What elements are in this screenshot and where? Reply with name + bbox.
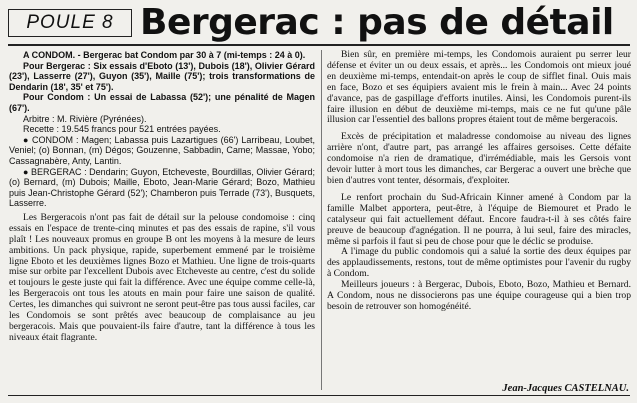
article-headline: Bergerac : pas de détail — [140, 2, 614, 43]
column-divider — [321, 50, 322, 390]
left-column — [9, 50, 315, 395]
scorers-condom: Pour Condom : Un essai de Labassa (52'); une pénalité de Magen (67'). — [9, 92, 315, 113]
section-box-poule — [8, 9, 132, 37]
lineup-bergerac: ● BERGERAC : Dendarin; Guyon, Etcheveste, Bourdillas, Olivier Gérard; (o) Bernard, (m) Dubois; Maille, Eboto, Jean-Marie Gérard; Bozo, Mathieu puis Jean-Christophe Gérard (52'); Chamberon puis Terrade (73'), Busquets, Lasserre. — [9, 166, 315, 209]
body-paragraph: Excès de précipitation et maladresse condomoise au niveau des lignes arrière n'ont, d'autre part, pas arrangé les affaires gersoises. Cette défaite condomoise n'a rien de dramatique, d'irrémédiable, mais les Gersois vont devoir lutter à mort tous les dimanches, car Bergerac a ouvert une brèche que bien d'autres vont tenter, désormais, d'exploiter. — [327, 131, 631, 186]
gate-receipts: Recette : 19.545 francs pour 521 entrées payées. — [23, 124, 221, 135]
body-paragraph: Bien sûr, en première mi-temps, les Condomois auraient pu serrer leur défense et éviter un ou deux essais, et après... les Condomois ont mieux joué en deuxième mi-temps, entendait-on après le coup de sifflet final. Ouis mais en face, Bozo et ses équipiers avaient mis le frein à main... Avec 24 points d'avance, pas de gaspillage d'efforts inutiles. Ainsi, les Condomois purent-ils faire illusion en début de deuxième mi-temps, mais ce ne fut qu'une pâle illusion car l'essentiel des ballons propres étaient tout de même bergeracois. — [327, 50, 631, 126]
right-column — [327, 50, 631, 385]
top-rule — [8, 44, 630, 46]
body-paragraph: Le renfort prochain du Sud-Africain Kinner amené à Condom par la famille Malbet apportera, peut-être, à l'équipe de Biemouret et Prado le catalyseur qui fait actuellement défaut. Encore faudra-t-il à ses côtés faire preuve de beaucoup d'agnégation. Il ne pourra, à lui seul, faire des miracles, même si parfois il faut si peu de chose pour que le déclic se produise. — [327, 191, 631, 247]
scorers-bergerac: Pour Bergerac : Six essais d'Eboto (13'), Dubois (18'), Olivier Gérard (23'), Lasserre (27'), Guyon (35'), Maille (75'); trois transformations de Dendarin (18', 35' et 75'). — [9, 60, 315, 92]
body-paragraph: A l'image du public condomois qui a salué la sortie des deux équipes par des applaudissements, restons, tout de même optimistes pour l'avenir du rugby à Condom. — [327, 246, 631, 280]
bottom-rule — [8, 395, 630, 396]
body-paragraph: Les Bergeracois n'ont pas fait de détail sur la pelouse condomoise : cinq essais en l'espace de trente-cinq minutes et pas des essais de rapine, s'il vous plaît ! Les nouveaux promus en groupe B ont les moyens à la mesure de leurs ambitions. Un pack physique, rapide, superbement emmené par le troisième ligne Eboto et les deuxièmes lignes Bozo et Mathieu. Une ligne de trois-quarts mise sur orbite par l'excellent Dubois avec Etcheveste au centre, c'est du solide et toujours le geste juste qui fait la différence. Avec une équipe comme celle-là, les Bergeracois ont tous les atouts en main pour faire une saison de qualité. Certes, les dimanches qui suivront ne seront peut-être pas tous aussi faciles, car les Condomois se sont prêtés avec beaucoup de complaisance au jeu bergeracois. Mais que pouvaient-ils faire d'autre, tant la différence à tous les niveaux était flagrante. — [9, 211, 315, 343]
author-signature: Jean-Jacques CASTELNAU. — [502, 383, 629, 394]
referee: Arbitre : M. Rivière (Pyrénées). — [23, 113, 147, 124]
match-result: A CONDOM. - Bergerac bat Condom par 30 à 7 (mi-temps : 24 à 0). — [23, 50, 306, 60]
lineup-condom: ● CONDOM : Magen; Labassa puis Lazartigues (66') Larribeau, Loubet, Veniel; (o) Bonnan, (m) Dégos; Gouzenne, Sabbadin, Came; Massae, Yobo; Cassagnabère, Anty, Lantin. — [9, 134, 315, 166]
section-label: POULE 8 — [26, 12, 114, 33]
body-paragraph: Meilleurs joueurs : à Bergerac, Dubois, Eboto, Bozo, Mathieu et Bernard. A Condom, nous ne dissocierons pas une équipe courageuse qui a bien trop besoin de retrouver son homogénéité. — [327, 279, 631, 312]
